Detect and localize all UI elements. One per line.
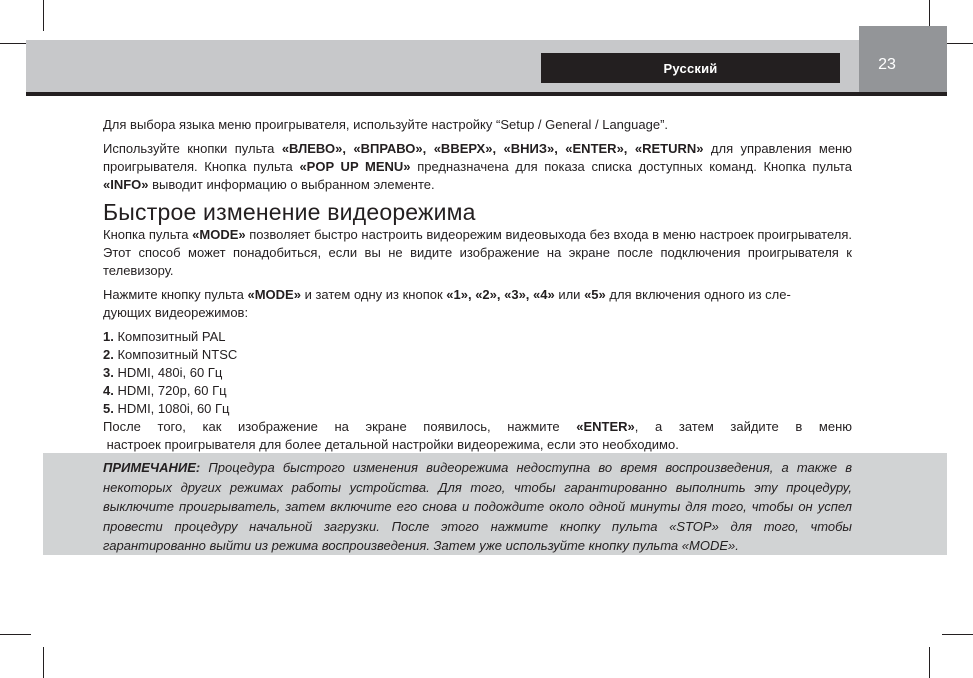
list-number: 2. (103, 347, 114, 362)
page-content (103, 116, 852, 454)
section-title: Быстрое изменение видеорежима (103, 199, 476, 225)
header-rule (26, 92, 947, 96)
instruction-paragraph (103, 286, 852, 322)
number-button-5: «5» (584, 287, 606, 302)
list-item (103, 328, 852, 346)
text: Кнопка пульта (103, 227, 193, 242)
list-number: 4. (103, 383, 114, 398)
remote-buttons: «ВЛЕВО», «ВПРАВО», «ВВЕРХ», «ВНИЗ», «ENTER», «RETURN» (281, 141, 704, 156)
language-tab: Русский (541, 53, 840, 83)
intro-paragraph (103, 140, 852, 194)
list-label: Композитный PAL (117, 329, 226, 344)
list-item (103, 364, 852, 382)
text: После того, как изображение на экране появилось, нажмите (103, 419, 577, 434)
text: предназначена для показа списка доступных команд. Кнопка пульта (410, 159, 852, 174)
mode-paragraph (103, 226, 852, 280)
closing-paragraph-line1 (103, 418, 852, 436)
number-buttons: «1», «2», «3», «4» (446, 287, 555, 302)
list-number: 1. (103, 329, 114, 344)
crop-mark (43, 0, 44, 31)
crop-mark (942, 634, 973, 635)
text: для включения одного из сле- (605, 287, 791, 302)
page-number: 23 (878, 56, 896, 73)
mode-button: «MODE» (192, 227, 246, 242)
list-label: HDMI, 480i, 60 Гц (117, 365, 223, 380)
list-item (103, 346, 852, 364)
intro-line: Для выбора языка меню проигрывателя, используйте настройку “Setup / General / Language”. (103, 117, 669, 132)
text: Нажмите кнопку пульта (103, 287, 248, 302)
list-label: HDMI, 720p, 60 Гц (117, 383, 227, 398)
text: и затем одну из кнопок (300, 287, 447, 302)
list-item (103, 400, 852, 418)
closing-paragraph-line2: настроек проигрывателя для более детальной настройки видеорежима, если это необходимо. (103, 437, 679, 452)
note-label: ПРИМЕЧАНИЕ: (103, 460, 201, 475)
text: позволяет быстро настроить видеорежим видеовыхода без входа в меню настроек проигрывателя. Этот способ может понадобиться, если вы не видите изображение на экране после подключения проигрывателя к телевизору. (103, 227, 852, 278)
list-item (103, 382, 852, 400)
popup-menu-button: «POP UP MENU» (299, 159, 411, 174)
text: или (554, 287, 585, 302)
list-label: HDMI, 1080i, 60 Гц (117, 401, 230, 416)
text: Используйте кнопки пульта (103, 141, 282, 156)
mode-button: «MODE» (247, 287, 301, 302)
enter-button: «ENTER» (576, 419, 635, 434)
list-number: 5. (103, 401, 114, 416)
list-number: 3. (103, 365, 114, 380)
note-body: Процедура быстрого изменения видеорежима недоступна во время воспроизведения, а также в некоторых других режимах работы устройства. Для того, чтобы гарантированно выполнить эту процедуру, выключите проигрыватель, затем включите его снова и подождите около одной минуты для того, чтобы он успел провести процедуру начальной загрузки. После этого нажмите кнопку пульта «STOP» для того, чтобы гарантированно выйти из режима воспроизведения. Затем уже используйте кнопку пульта «MODE». (103, 460, 852, 553)
list-label: Композитный NTSC (117, 347, 238, 362)
info-button: «INFO» (103, 177, 149, 192)
text: дующих видеорежимов: (103, 305, 249, 320)
crop-mark (0, 634, 31, 635)
text: для управления меню проигрывателя. Кнопка пульта (103, 141, 852, 174)
mode-list (103, 328, 852, 418)
text: , а затем зайдите в меню (634, 419, 852, 434)
crop-mark (43, 647, 44, 678)
note-text (103, 458, 852, 556)
text: выводит информацию о выбранном элементе. (148, 177, 435, 192)
crop-mark (929, 647, 930, 678)
